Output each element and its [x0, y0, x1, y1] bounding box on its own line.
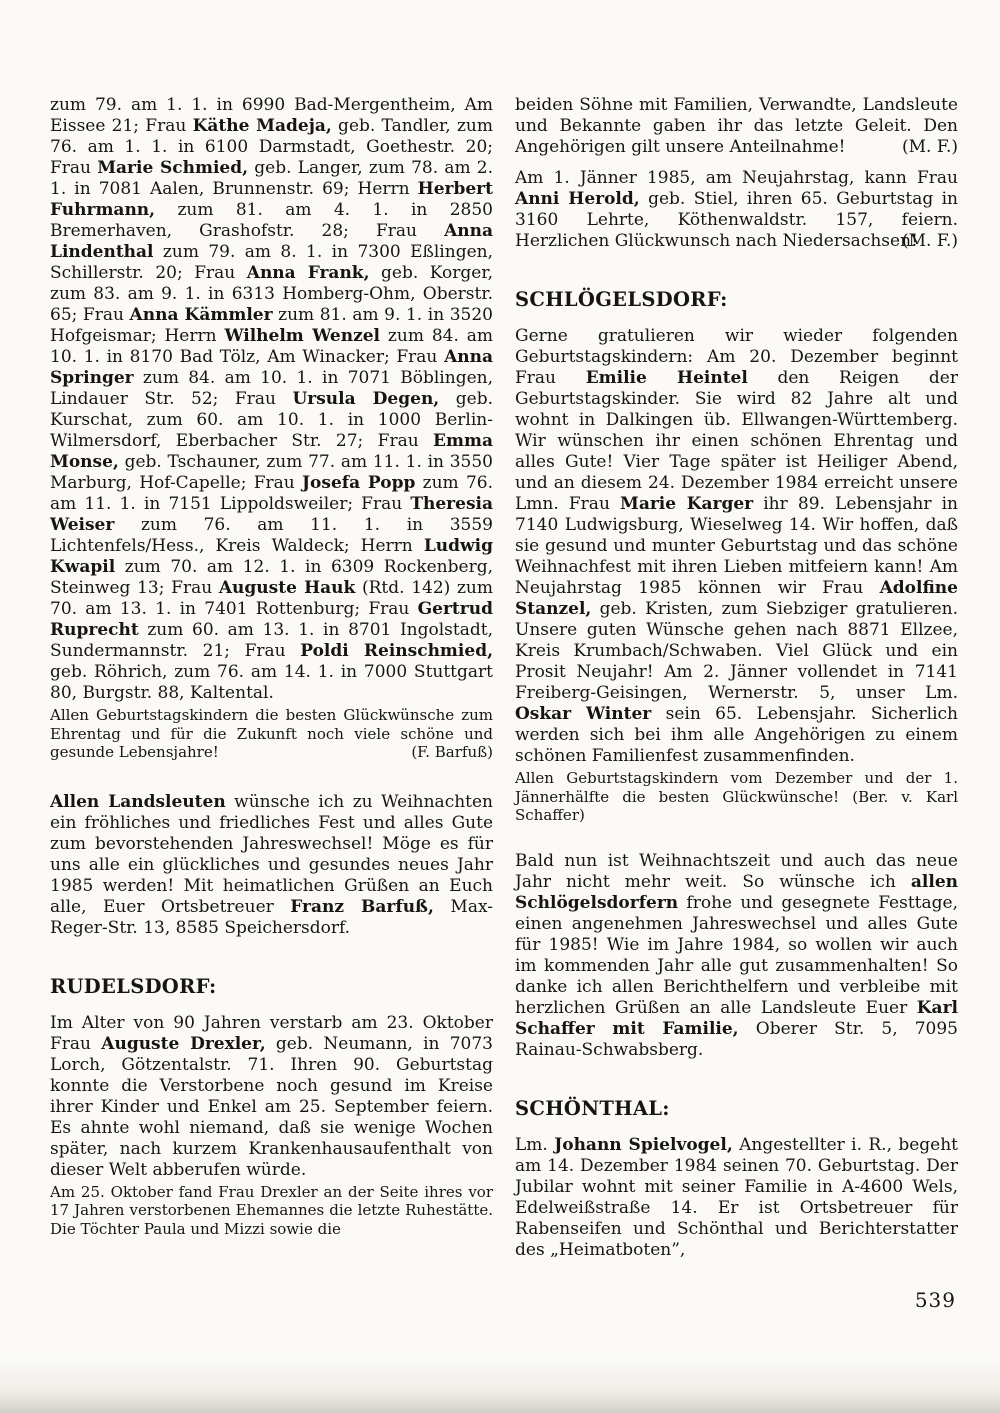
text-run: frohe und gesegnete Festtage, einen angenehmen Jahreswechsel und alles Gute für 1985! Wie im Jahre 1984, so wollen wir auch im kommenden Jahr alle gut zusammenhalten! So danke ich allen Berichthelfern und verbleibe mit herzlichen Grüßen an alle Landsleute Euer [515, 892, 958, 1018]
bold-text-run: allen Schlögelsdorfern [515, 871, 958, 913]
text-run: Lm. [515, 1134, 555, 1155]
paragraph-birthday-list-continued [50, 95, 493, 704]
text-run: Am 1. Jänner 1985, am Neujahrstag, kann Frau [515, 168, 958, 188]
paragraph-season-greetings-schaffer [515, 851, 958, 1061]
bold-text-run: Emma Monse, [50, 431, 493, 472]
text-run: Gerne gratulieren wir wieder folgenden Geburtstagskindern: Am 20. Dezember beginnt Frau [515, 326, 958, 388]
bold-text-run: Auguste Hauk [218, 578, 356, 598]
signature: (M. F.) [901, 231, 958, 251]
bold-text-run: Anna Lindenthal [50, 221, 493, 262]
signature: (F. Barfuß) [411, 743, 493, 761]
bold-text-run: Anna Kämmler [129, 305, 273, 325]
paragraph-wishes-schaffer-note [515, 769, 958, 825]
text-run: zum 84. am 10. 1. in 8170 Bad Tölz, Am Winacker; Frau [50, 326, 494, 367]
bold-text-run: Johann Spielvogel, [554, 1134, 733, 1155]
text-run: geb. Korger, zum 83. am 9. 1. in 6313 Homberg-Ohm, Oberstr. 65; Frau [50, 263, 493, 325]
text-run: Angestellter i. R., begeht am 14. Dezember 1984 seinen 70. Geburtstag. Der Jubilar wohnt mit seiner Familie in A-4600 Wels, Edelweißstraße 14. Er ist Ortsbetreuer für Rabenseifen und Schönthal und Berichterstatter des „Heimatboten”, [515, 1134, 959, 1260]
text-run: zum 60. am 13. 1. in 8701 Ingolstadt, Sundermannstr. 21; Frau [50, 620, 493, 661]
text-run: (Rtd. 142) zum 70. am 13. 1. in 7401 Rottenburg; Frau [50, 578, 494, 619]
paragraph-birthday-wishes-signoff [50, 706, 493, 762]
page-number: 539 [914, 1288, 956, 1312]
bold-text-run: Franz Barfuß, [290, 896, 434, 917]
text-run: zum 76. am 11. 1. in 3559 Lichtenfels/Hess., Kreis Waldeck; Herrn [50, 515, 493, 556]
text-run: geb. Röhrich, zum 76. am 14. 1. in 7000 Stuttgart 80, Burgstr. 88, Kaltental. [50, 662, 493, 703]
bold-text-run: Poldi Reinschmied, [300, 641, 493, 661]
column-right [515, 95, 958, 1261]
text-run: zum 81. am 9. 1. in 3520 Hofgeismar; Herrn [50, 305, 493, 346]
bold-text-run: Marie Schmied, [97, 158, 249, 178]
text-run: geb. Tschauner, zum 77. am 11. 1. in 3550 Marburg, Hof-Capelle; Frau [50, 452, 493, 493]
text-run: zum 81. am 4. 1. in 2850 Bremerhaven, Grashofstr. 28; Frau [50, 200, 493, 241]
bold-text-run: Marie Karger [620, 494, 754, 514]
bold-text-run: Josefa Popp [302, 473, 416, 493]
bold-text-run: Anni Herold, [515, 189, 640, 209]
bold-text-run: Oskar Winter [515, 704, 652, 724]
text-run: geb. Tandler, zum 76. am 1. 1. in 6100 Darmstadt, Goethestr. 20; Frau [50, 116, 493, 178]
bold-text-run: Gertrud Ruprecht [50, 599, 493, 640]
text-run: Am 25. Oktober fand Frau Drexler an der Seite ihres vor 17 Jahren verstorbenen Ehemannes die letzte Ruhestätte. Die Töchter Paula und Mizzi sowie die [50, 1182, 493, 1238]
text-run: Oberer Str. 5, 7095 Rainau-Schwabsberg. [515, 1018, 958, 1060]
text-run: geb. Kurschat, zum 60. am 10. 1. in 1000 Berlin-Wilmersdorf, Eberbacher Str. 27; Frau [50, 389, 493, 451]
text-run: zum 84. am 10. 1. in 7071 Böblingen, Lindauer Str. 52; Frau [50, 368, 493, 409]
paragraph-birthday-herold [515, 168, 958, 252]
bold-text-run: Auguste Drexler, [101, 1033, 266, 1054]
text-run: den Reigen der Geburtstagskinder. Sie wird 82 Jahre alt und wohnt in Dalkingen üb. Ellwangen-Württemberg. Wir wünschen ihr einen schönen Ehrentag und alles Gute! Vier Tage später ist Heiliger Abend, und an diesem 24. Dezember 1984 erreicht unsere Lmn. Frau [515, 368, 958, 514]
paragraph-obituary-drexler [50, 1013, 493, 1181]
bold-text-run: Adolfine Stanzel, [515, 578, 958, 619]
text-run: Im Alter von 90 Jahren verstarb am 23. Oktober Frau [50, 1012, 493, 1054]
text-run: ihr 89. Lebensjahr in 7140 Ludwigsburg, Wieselweg 14. Wir hoffen, daß sie gesund und munter Geburtstag und das schöne Weihnachfest mit ihren Lieben mitfeiern kann! Am Neujahrstag 1985 können wir Frau [515, 494, 958, 598]
page-content [50, 95, 958, 1261]
signature: (M. F.) [901, 137, 958, 157]
text-run: sein 65. Lebensjahr. Sicherlich werden sich bei ihm alle Angehörigen zu einem schönen Familienfest zusammenfinden. [515, 704, 958, 766]
bold-text-run: Anna Springer [50, 347, 493, 388]
text-run: Bald nun ist Weihnachtszeit und auch das neue Jahr nicht mehr weit. So wünsche ich [515, 850, 958, 892]
text-run: beiden Söhne mit Familien, Verwandte, Landsleute und Bekannte gaben ihr das letzte Geleit. Den Angehörigen gilt unsere Anteilnahme! [515, 95, 958, 157]
bold-text-run: Theresia Weiser [50, 494, 493, 535]
bold-text-run: Wilhelm Wenzel [224, 326, 381, 346]
bold-text-run: Ursula Degen, [292, 389, 440, 409]
text-run: wünsche ich zu Weihnachten ein fröhliches und friedliches Fest und alles Gute zum bevorstehenden Jahreswechsel! Möge es für uns alle ein glückliches und gesundes neues Jahr 1985 werden! Mit heimatlichen Grüßen an Euch alle, Euer Ortsbetreuer [50, 791, 494, 917]
text-run: geb. Stiel, ihren 65. Geburtstag in 3160 Lehrte, Köthenwaldstr. 157, feiern. Herzlichen Glückwunsch nach Niedersachsen! [515, 189, 958, 251]
bold-text-run: Karl Schaffer mit Familie, [515, 997, 958, 1039]
paragraph-season-greetings-barfuss [50, 792, 493, 939]
bold-text-run: Käthe Madeja, [192, 116, 332, 136]
text-run: Max-Reger-Str. 13, 8585 Speichersdorf. [50, 896, 493, 938]
section-heading-schoenthal: SCHÖNTHAL: [515, 1096, 670, 1120]
bold-text-run: Anna Frank, [246, 263, 370, 283]
bold-text-run: Ludwig Kwapil [50, 536, 493, 577]
bold-text-run: Allen Landsleuten [50, 791, 226, 812]
paragraph-birthdays-schloegelsdorf [515, 326, 958, 767]
bold-text-run: Herbert Fuhrmann, [50, 179, 493, 220]
text-run: Allen Geburtstagskindern die besten Glückwünsche zum Ehrentag und für die Zukunft noch viele schöne und gesunde Lebensjahre! [50, 706, 493, 761]
paragraph-funeral-note [50, 1183, 493, 1239]
scan-artifact-bottom-edge [0, 1358, 1000, 1413]
text-run: geb. Neumann, in 7073 Lorch, Götzentalstr. 71. Ihren 90. Geburtstag konnte die Verstorbene noch gesund im Kreise ihrer Kinder und Enkel am 25. September feiern. Es ahnte wohl niemand, daß sie wenige Wochen später, nach kurzem Krankenhausaufenthalt von dieser Welt abberufen würde. [50, 1033, 493, 1180]
column-left [50, 95, 493, 1261]
paragraph-birthday-spielvogel [515, 1135, 958, 1261]
text-run: Allen Geburtstagskindern vom Dezember und der 1. Jännerhälfte die besten Glückwünsche! (Ber. v. Karl Schaffer) [515, 769, 958, 824]
text-run: zum 70. am 12. 1. in 6309 Rockenberg, Steinweg 13; Frau [50, 557, 493, 598]
text-run: geb. Langer, zum 78. am 2. 1. in 7081 Aalen, Brunnenstr. 69; Herrn [50, 158, 493, 199]
text-run: geb. Kristen, zum Siebziger gratulieren. Unsere guten Wünsche gehen nach 8871 Ellzee, Kreis Krumbach/Schwaben. Viel Glück und ein Prosit Neujahr! Am 2. Jänner vollendet in 7141 Freiberg-Geisingen, Wernerstr. 5, unser Lm. [515, 599, 958, 703]
section-heading-schloegelsdorf: SCHLÖGELSDORF: [515, 288, 728, 311]
paragraph-funeral-note-continued [515, 95, 958, 158]
text-run: zum 79. am 8. 1. in 7300 Eßlingen, Schillerstr. 20; Frau [50, 242, 493, 283]
bold-text-run: Emilie Heintel [585, 368, 748, 388]
text-run: zum 79. am 1. 1. in 6990 Bad-Mergentheim, Am Eissee 21; Frau [50, 95, 493, 136]
section-heading-rudelsdorf: RUDELSDORF: [50, 974, 217, 998]
text-run: zum 76. am 11. 1. in 7151 Lippoldsweiler; Frau [50, 473, 493, 514]
